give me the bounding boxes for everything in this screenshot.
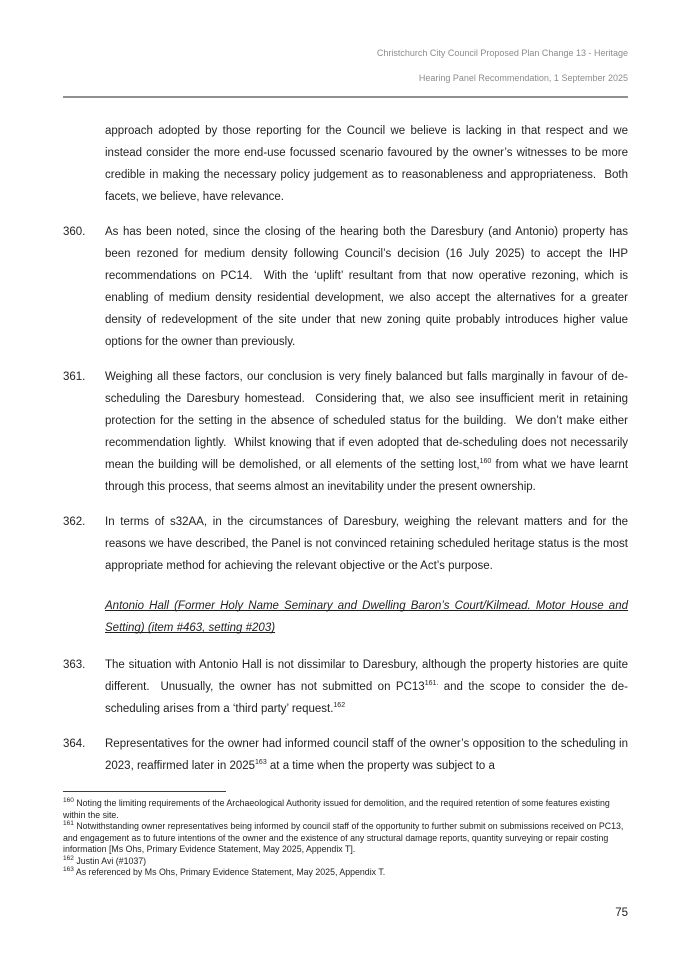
footnote-text: Noting the limiting requirements of the Archaeological Authority issued for demolition, and the required retention of some features existing within the site.: [63, 798, 610, 820]
footnote-number: 163: [63, 866, 74, 874]
paragraph-text-segment: Representatives for the owner had informed council staff of the owner’s opposition to the scheduling in 2023, reaffirmed later in 2025: [105, 738, 628, 772]
paragraph-number: [63, 120, 105, 208]
paragraph-363: [63, 654, 628, 720]
paragraph-364: [63, 733, 628, 777]
paragraph-number: 363.: [63, 659, 86, 671]
document-body: [63, 120, 628, 777]
footnote-161: [63, 821, 628, 856]
paragraph-text: [105, 654, 628, 720]
section-heading-antonio-hall: Antonio Hall (Former Holy Name Seminary and Dwelling Baron’s Court/Kilmead. Motor House and Setting) (item #463, setting #203): [105, 600, 628, 634]
footnote-160: [63, 798, 628, 821]
paragraph-text-segment: from what we have learnt through this process, that seems almost an inevitability under the present ownership.: [105, 459, 629, 493]
paragraph-text-segment: Weighing all these factors, our conclusion is very finely balanced but falls marginally in favour of de-scheduling the Daresbury homestead. Considering that, we also see insufficient merit in retaining protection for the setting in the absence of scheduled status for the building. We don’t make either recommendation lightly. Whilst knowing that if even adopted that de-scheduling does not necessarily mean the building will be demolished, or all elements of the setting lost,: [105, 371, 628, 471]
paragraph-number: 362.: [63, 516, 86, 528]
footnote-text: As referenced by Ms Ohs, Primary Evidence Statement, May 2025, Appendix T.: [75, 867, 386, 877]
footnotes-section: [63, 791, 628, 879]
paragraph-number: 360.: [63, 226, 86, 238]
page-number: 75: [615, 907, 628, 919]
paragraph-continuation: [63, 120, 628, 208]
paragraph-text-segment: and the scope to consider the de-scheduling arises from a ‘third party’ request.: [105, 681, 628, 715]
paragraph-text-segment: at a time when the property was subject to a: [266, 760, 495, 772]
footnote-separator: [63, 791, 226, 792]
footnote-number: 160: [63, 797, 74, 805]
paragraph-text: [105, 366, 628, 498]
footnote-text: Justin Avi (#1037): [76, 855, 147, 866]
paragraph-text: [105, 733, 628, 777]
paragraph-text: approach adopted by those reporting for the Council we believe is lacking in that respect and we instead consider the more end-use focussed scenario favoured by the owner’s witnesses to be more credible in making the necessary policy judgement as to reasonableness and appropriateness. Both facets, we believe, have relevance.: [105, 125, 628, 203]
footnote-number: 161: [63, 820, 74, 828]
paragraph-text: In terms of s32AA, in the circumstances of Daresbury, weighing the relevant matters and for the reasons we have described, the Panel is not convinced retaining scheduled heritage status is the most appropriate method for achieving the relevant objective or the Act’s purpose.: [105, 516, 628, 572]
footnote-162: [63, 856, 628, 868]
paragraph-text-segment: The situation with Antonio Hall is not dissimilar to Daresbury, although the property histories are quite different. Unusually, the owner has not submitted on PC13: [105, 659, 628, 693]
footnote-text: Notwithstanding owner representatives being informed by council staff of the opportunity to further submit on submissions received on PC13, and engagement as to future intentions of the owner and the existence of any structural damage reports, quantity surveying or repair costing information [Ms Ohs, Primary Evidence Statement, May 2025, Appendix T].: [63, 821, 624, 854]
footnote-ref-160: 160: [479, 458, 492, 466]
paragraph-number: 361.: [63, 371, 86, 383]
paragraph-text: As has been noted, since the closing of the hearing both the Daresbury (and Antonio) property has been rezoned for medium density following Council’s decision (16 July 2025) to accept the IHP recommendations on PC14. With the ‘uplift’ resultant from that now operative rezoning, which is enabling of medium density residential development, we also accept the alternatives for a greater density of redevelopment of the site under that new zoning quite probably introduces higher value options for the owner than previously.: [105, 226, 628, 348]
page-header: [63, 0, 628, 98]
paragraph-361: [63, 366, 628, 498]
footnote-163: [63, 867, 628, 879]
footnote-ref-162: 162: [333, 702, 346, 710]
paragraph-362: [63, 511, 628, 577]
paragraph-360: [63, 221, 628, 353]
footnote-ref-161: 161.: [424, 680, 439, 688]
header-title: Christchurch City Council Proposed Plan Change 13 - Heritage: [376, 48, 628, 58]
footnote-number: 162: [63, 854, 74, 862]
paragraph-number: 364.: [63, 738, 86, 750]
footnote-ref-163: 163: [255, 759, 267, 767]
header-subtitle: Hearing Panel Recommendation, 1 September 2025: [418, 73, 628, 83]
